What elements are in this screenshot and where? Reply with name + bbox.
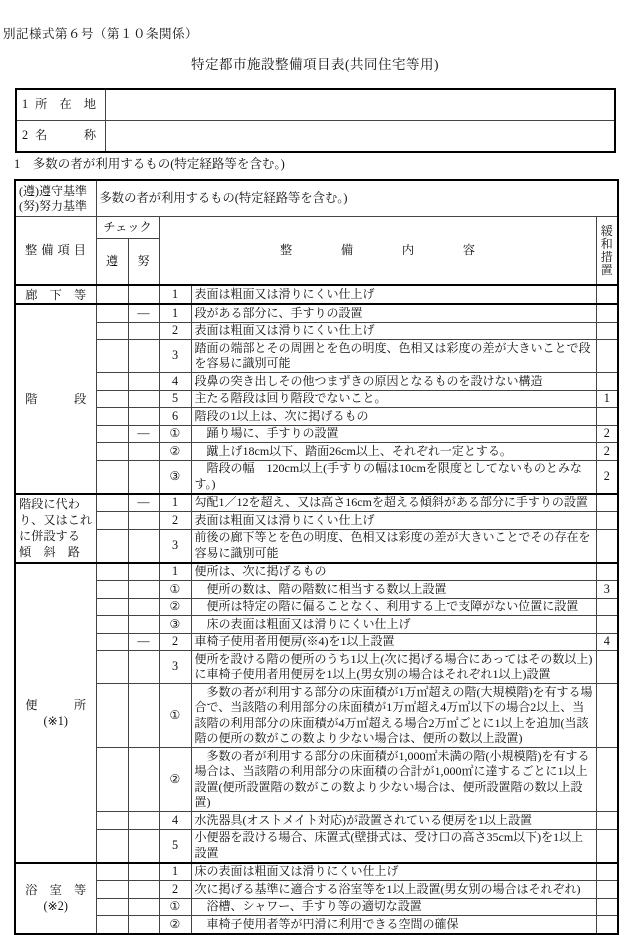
table-row — [15, 529, 618, 563]
table-row — [15, 408, 618, 426]
row-number-cell: ③ — [159, 460, 191, 494]
table-row — [15, 616, 618, 634]
relaxation-cell — [596, 494, 618, 512]
content-cell: 前後の廊下等とを色の明度、色相又は彩度の差が大きいことでその存在を容易に識別可能 — [191, 529, 596, 563]
info-row-label-cell — [16, 89, 105, 121]
check-comply-cell — [96, 285, 128, 304]
content-cell: 段鼻の突き出しその他つまずきの原因となるものを設けない構造 — [191, 373, 596, 391]
relaxation-cell — [596, 863, 618, 881]
table-row — [15, 460, 618, 494]
info-value-cell — [105, 121, 615, 153]
check-effort-cell — [128, 408, 159, 426]
row-number-cell: 6 — [159, 408, 191, 426]
table-row — [15, 829, 618, 863]
check-effort-cell — [128, 916, 159, 934]
row-number-cell: 5 — [159, 390, 191, 408]
check-comply-cell — [96, 812, 128, 830]
relaxation-cell: 3 — [596, 581, 618, 599]
check-comply-cell — [96, 304, 128, 322]
check-comply-cell — [96, 863, 128, 881]
table-row — [15, 390, 618, 408]
row-number-cell: ① — [159, 684, 191, 748]
relaxation-cell — [596, 898, 618, 916]
relaxation-cell — [596, 616, 618, 634]
content-cell: 小便器を設ける場合、床置式(壁掛式は、受け口の高さ35cm以下)を1以上設置 — [191, 829, 596, 863]
table-row — [15, 916, 618, 934]
comply-header-cell: 遵 — [96, 239, 128, 286]
row-number-cell: ① — [159, 425, 191, 443]
item-label-line: 浴 室 等 — [25, 883, 87, 897]
row-number-cell: 1 — [159, 285, 191, 304]
check-comply-cell — [96, 563, 128, 581]
table-row — [15, 512, 618, 530]
check-effort-cell — [128, 829, 159, 863]
check-effort-cell — [128, 340, 159, 373]
item-label-cell — [15, 494, 96, 563]
item-label-cell — [15, 285, 96, 304]
table-row — [15, 443, 618, 461]
relaxation-cell — [596, 916, 618, 934]
info-row-label: 名 称 — [35, 128, 97, 143]
main-table-body — [15, 285, 618, 934]
table-row — [15, 748, 618, 812]
relaxation-cell — [596, 373, 618, 391]
check-effort-cell — [128, 373, 159, 391]
check-comply-cell — [96, 425, 128, 443]
legend-line-effort: (努)努力基準 — [19, 198, 87, 213]
row-number-cell: ② — [159, 598, 191, 616]
check-effort-cell — [128, 563, 159, 581]
check-comply-cell — [96, 494, 128, 512]
row-number-cell: 3 — [159, 651, 191, 684]
check-comply-cell — [96, 829, 128, 863]
header-row-columns — [15, 217, 618, 239]
item-label-line: 傾 斜 路 — [19, 545, 80, 559]
table-row — [15, 684, 618, 748]
check-comply-cell — [96, 340, 128, 373]
check-comply-cell — [96, 512, 128, 530]
content-cell: 表面は粗面又は滑りにくい仕上げ — [191, 512, 596, 530]
relaxation-cell — [596, 881, 618, 899]
item-label-line: 階 段 — [25, 391, 87, 406]
check-effort-cell — [128, 684, 159, 748]
row-number-cell: 1 — [159, 304, 191, 322]
item-label-line: (※2) — [43, 899, 68, 913]
check-comply-cell — [96, 390, 128, 408]
row-number-cell: ② — [159, 916, 191, 934]
content-cell: 便所の数は、階の階数に相当する数以上設置 — [191, 581, 596, 599]
row-number-cell: 4 — [159, 373, 191, 391]
header-row-legend — [15, 180, 618, 217]
check-effort-cell — [128, 598, 159, 616]
relaxation-cell: 1 — [596, 390, 618, 408]
item-label-line: に併設する — [19, 529, 80, 543]
check-effort-cell — [128, 322, 159, 340]
relaxation-cell — [596, 684, 618, 748]
relaxation-cell — [596, 651, 618, 684]
check-comply-cell — [96, 408, 128, 426]
content-cell: 階段の幅 120cm以上(手すりの幅は10cmを限度としてないものとみなす。) — [191, 460, 596, 494]
check-comply-cell — [96, 529, 128, 563]
row-number-cell: 5 — [159, 829, 191, 863]
content-cell: 多数の者が利用する部分の床面積が1万㎡超えの階(大規模階)を有する場合で、当該階の利用部分の床面積が1万㎡超え4万㎡以下の場合2以上、当該階の利用部分の床面積が4万㎡超える場合2万㎡ごとに1以上を追加(当該階の便所の数がこの数より少ない場合は、便所の数以上設置) — [191, 684, 596, 748]
check-comply-cell — [96, 633, 128, 651]
row-number-cell: 3 — [159, 340, 191, 373]
content-cell: 水洗器具(オストメイト対応)が設置されている便房を1以上設置 — [191, 812, 596, 830]
check-effort-cell: ― — [128, 494, 159, 512]
check-comply-cell — [96, 443, 128, 461]
check-comply-cell — [96, 651, 128, 684]
item-label-line: り、又はこれ — [19, 513, 93, 527]
info-table-row — [16, 89, 615, 121]
info-table-row — [16, 121, 615, 153]
row-number-cell: ① — [159, 898, 191, 916]
table-row — [15, 633, 618, 651]
table-row — [15, 373, 618, 391]
check-effort-cell — [128, 651, 159, 684]
item-label-line: 廊 下 等 — [25, 287, 87, 302]
check-effort-cell — [128, 460, 159, 494]
content-cell: 車椅子使用者用便房(※4)を1以上設置 — [191, 633, 596, 651]
relaxation-cell — [596, 598, 618, 616]
info-table — [15, 88, 616, 153]
content-header-cell: 整 備 内 容 — [159, 217, 596, 286]
relaxation-cell — [596, 748, 618, 812]
check-effort-cell — [128, 285, 159, 304]
content-cell: 表面は粗面又は滑りにくい仕上げ — [191, 322, 596, 340]
relaxation-cell — [596, 340, 618, 373]
info-row-number: 1 — [22, 97, 29, 112]
item-label-line: 階段に代わ — [19, 497, 80, 511]
relaxation-cell: 2 — [596, 443, 618, 461]
check-comply-cell — [96, 898, 128, 916]
item-label-line: (※1) — [43, 713, 68, 728]
check-effort-cell — [128, 881, 159, 899]
content-cell: 床の表面は粗面又は滑りにくい仕上げ — [191, 863, 596, 881]
check-effort-cell — [128, 616, 159, 634]
content-cell: 多数の者が利用する部分の床面積が1,000㎡未満の階(小規模階)を有する場合は、当該階の利用部分の床面積の合計が1,000㎡に達するごとに1以上設置(便所設置階の数がこの数より少ない場合は、便所設置階の数以上設置) — [191, 748, 596, 812]
check-comply-cell — [96, 581, 128, 599]
item-header-cell: 整 備 項 目 — [15, 217, 96, 286]
row-number-cell: 1 — [159, 563, 191, 581]
row-number-cell: 2 — [159, 512, 191, 530]
form-reference: 別記様式第６号（第１０条関係） — [3, 27, 199, 41]
content-cell: 蹴上げ18cm以下、踏面26cm以上、それぞれ一定とする。 — [191, 443, 596, 461]
row-number-cell: 1 — [159, 863, 191, 881]
check-effort-cell: ― — [128, 304, 159, 322]
check-comply-cell — [96, 460, 128, 494]
relaxation-cell — [596, 304, 618, 322]
row-number-cell: ② — [159, 443, 191, 461]
relaxation-cell — [596, 322, 618, 340]
check-comply-cell — [96, 684, 128, 748]
check-effort-cell — [128, 529, 159, 563]
content-cell: 勾配1／12を超え、又は高さ16cmを超える傾斜がある部分に手すりの設置 — [191, 494, 596, 512]
row-number-cell: 2 — [159, 322, 191, 340]
effort-header-cell: 努 — [128, 239, 159, 286]
check-comply-cell — [96, 373, 128, 391]
content-cell: 便所を設ける階の便所のうち1以上(次に掲げる場合にあってはその数以上)に車椅子使用者用便房を1以上(男女別の場合はそれぞれ1以上)設置 — [191, 651, 596, 684]
item-label-cell — [15, 563, 96, 863]
item-label-cell — [15, 304, 96, 494]
content-cell: 階段の1以上は、次に掲げるもの — [191, 408, 596, 426]
page-title: 特定都市施設整備項目表(共同住宅等用) — [191, 57, 439, 72]
row-number-cell: 2 — [159, 633, 191, 651]
relaxation-cell: 2 — [596, 425, 618, 443]
main-table-header — [15, 180, 618, 285]
info-row-number: 2 — [22, 128, 29, 143]
table-row — [15, 881, 618, 899]
content-cell: 浴槽、シャワー、手すり等の適切な設置 — [191, 898, 596, 916]
check-comply-cell — [96, 881, 128, 899]
check-effort-cell — [128, 812, 159, 830]
table-row — [15, 898, 618, 916]
relaxation-cell — [596, 812, 618, 830]
table-row — [15, 812, 618, 830]
relaxation-cell — [596, 829, 618, 863]
content-cell: 主たる階段は回り階段でないこと。 — [191, 390, 596, 408]
table-row — [15, 863, 618, 881]
table-row — [15, 563, 618, 581]
legend-cell — [15, 180, 96, 217]
relaxation-cell — [596, 563, 618, 581]
check-effort-cell — [128, 512, 159, 530]
table-row — [15, 494, 618, 512]
item-label-line: 便 所 — [25, 697, 87, 712]
check-effort-cell — [128, 390, 159, 408]
relaxation-header-text: 緩和措置 — [600, 223, 613, 277]
row-number-cell: ② — [159, 748, 191, 812]
content-cell: 段がある部分に、手すりの設置 — [191, 304, 596, 322]
check-effort-cell: ― — [128, 425, 159, 443]
check-comply-cell — [96, 616, 128, 634]
scope-cell: 多数の者が利用するもの(特定経路等を含む。) — [96, 180, 618, 217]
table-row — [15, 304, 618, 322]
content-cell: 表面は粗面又は滑りにくい仕上げ — [191, 285, 596, 304]
info-row-label: 所 在 地 — [35, 97, 97, 112]
info-value-cell — [105, 89, 615, 121]
check-comply-cell — [96, 598, 128, 616]
relaxation-cell — [596, 512, 618, 530]
item-label-cell — [15, 863, 96, 934]
main-table — [14, 179, 619, 935]
content-cell: 便所は特定の階に偏ることなく、利用する上で支障がない位置に設置 — [191, 598, 596, 616]
check-effort-cell — [128, 898, 159, 916]
content-cell: 踏面の端部とその周囲とを色の明度、色相又は彩度の差が大きいことで段を容易に識別可能 — [191, 340, 596, 373]
relaxation-cell — [596, 285, 618, 304]
content-cell: 便所は、次に掲げるもの — [191, 563, 596, 581]
relaxation-cell: 2 — [596, 460, 618, 494]
info-row-label-cell — [16, 121, 105, 153]
relaxation-cell — [596, 529, 618, 563]
content-cell: 踊り場に、手すりの設置 — [191, 425, 596, 443]
relaxation-cell — [596, 408, 618, 426]
check-comply-cell — [96, 748, 128, 812]
check-effort-cell — [128, 443, 159, 461]
row-number-cell: 3 — [159, 529, 191, 563]
row-number-cell: 1 — [159, 494, 191, 512]
check-effort-cell: ― — [128, 633, 159, 651]
table-row — [15, 340, 618, 373]
check-effort-cell — [128, 581, 159, 599]
row-number-cell: 2 — [159, 881, 191, 899]
legend-line-comply: (遵)遵守基準 — [19, 183, 87, 198]
row-number-cell: ① — [159, 581, 191, 599]
check-effort-cell — [128, 748, 159, 812]
row-number-cell: 4 — [159, 812, 191, 830]
table-row — [15, 598, 618, 616]
check-comply-cell — [96, 916, 128, 934]
relaxation-cell: 4 — [596, 633, 618, 651]
table-row — [15, 651, 618, 684]
check-header-cell: チェック — [96, 217, 159, 239]
table-row — [15, 581, 618, 599]
table-row — [15, 322, 618, 340]
row-number-cell: ③ — [159, 616, 191, 634]
check-comply-cell — [96, 322, 128, 340]
content-cell: 次に掲げる基準に適合する浴室等を1以上設置(男女別の場合はそれぞれ) — [191, 881, 596, 899]
relaxation-header-cell — [596, 217, 618, 286]
table-row — [15, 285, 618, 304]
table-row — [15, 425, 618, 443]
check-effort-cell — [128, 863, 159, 881]
content-cell: 床の表面は粗面又は滑りにくい仕上げ — [191, 616, 596, 634]
content-cell: 車椅子使用者等が円滑に利用できる空間の確保 — [191, 916, 596, 934]
section-heading: 1 多数の者が利用するもの(特定経路等を含む。) — [14, 157, 285, 171]
